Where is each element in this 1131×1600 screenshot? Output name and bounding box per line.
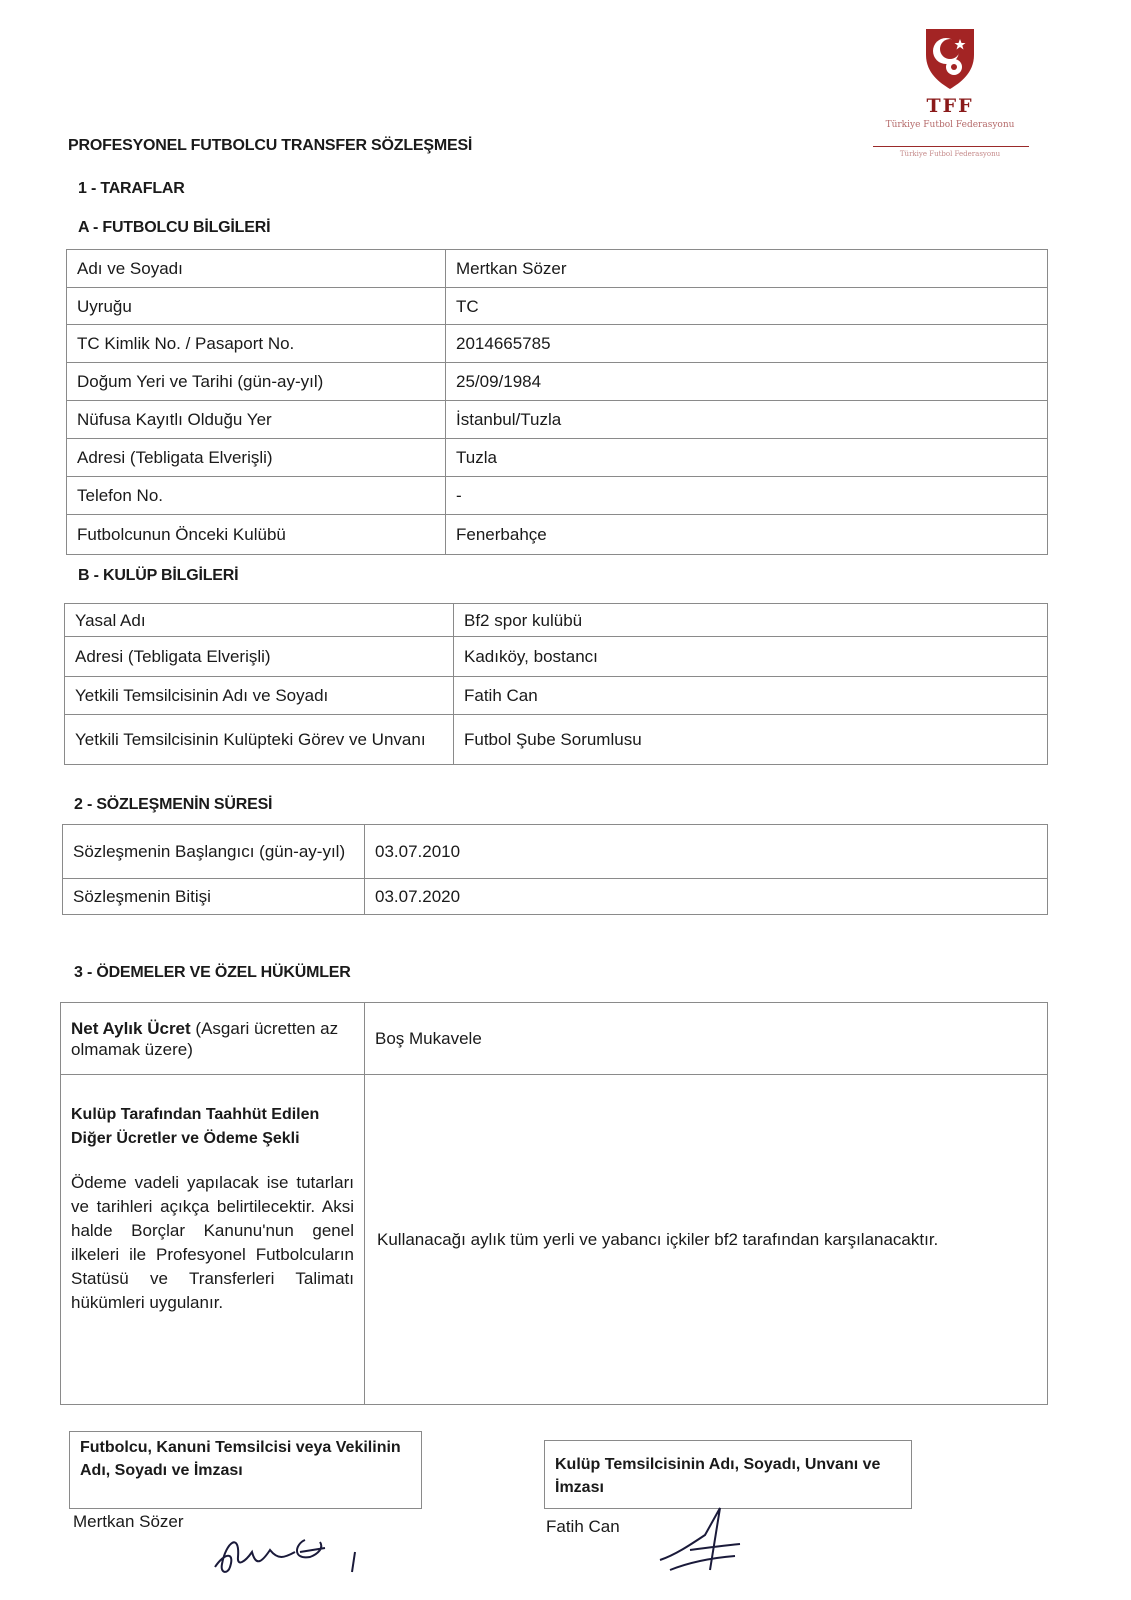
player-info-table	[66, 249, 1048, 555]
table-row	[65, 677, 1048, 715]
document-title: PROFESYONEL FUTBOLCU TRANSFER SÖZLEŞMESİ	[68, 137, 473, 154]
tff-logo-subtitle: Türkiye Futbol Federasyonu	[885, 120, 1015, 130]
table-row	[67, 288, 1048, 325]
row-value: 25/09/1984	[446, 363, 1048, 401]
section-1-heading: 1 - TARAFLAR	[78, 180, 185, 197]
table-row	[61, 1003, 1048, 1075]
club-signatory-name: Fatih Can	[546, 1517, 620, 1536]
salary-label-bold: Net Aylık Ücret	[71, 1018, 191, 1038]
row-value: 2014665785	[446, 325, 1048, 363]
player-signature-box: Futbolcu, Kanuni Temsilcisi veya Vekilinin Adı, Soyadı ve İmzası	[69, 1431, 422, 1509]
row-label: Futbolcunun Önceki Kulübü	[67, 515, 446, 555]
salary-label	[61, 1003, 365, 1075]
table-row	[65, 604, 1048, 637]
row-label: Sözleşmenin Bitişi	[63, 879, 365, 915]
row-label: Doğum Yeri ve Tarihi (gün-ay-yıl)	[67, 363, 446, 401]
table-row	[65, 637, 1048, 677]
payments-table	[60, 1002, 1048, 1405]
section-1a-heading: A - FUTBOLCU BİLGİLERİ	[78, 219, 271, 236]
section-1b-heading: B - KULÜP BİLGİLERİ	[78, 567, 239, 584]
table-row	[65, 715, 1048, 765]
table-row	[67, 250, 1048, 288]
tff-logo-subtitle-2: Türkiye Futbol Federasyonu	[899, 150, 1001, 158]
row-value: Fenerbahçe	[446, 515, 1048, 555]
club-signature-box: Kulüp Temsilcisinin Adı, Soyadı, Unvanı ve İmzası	[544, 1440, 912, 1509]
row-value: Tuzla	[446, 439, 1048, 477]
salary-label-rest: (Asgari ücretten az olmamak üzere)	[71, 1018, 339, 1059]
other-payments-label	[61, 1075, 365, 1405]
row-value: Fatih Can	[454, 677, 1048, 715]
row-value: TC	[446, 288, 1048, 325]
club-signature-icon	[650, 1500, 760, 1580]
other-payments-value: Kullanacağı aylık tüm yerli ve yabancı içkiler bf2 tarafından karşılanacaktır.	[365, 1075, 1048, 1405]
tff-logo	[855, 25, 1045, 165]
player-signatory-name: Mertkan Sözer	[73, 1512, 184, 1531]
row-value: 03.07.2010	[365, 825, 1048, 879]
table-row	[63, 825, 1048, 879]
table-row	[67, 515, 1048, 555]
tff-logo-text: TFF	[926, 95, 974, 117]
table-row	[67, 401, 1048, 439]
table-row	[67, 477, 1048, 515]
row-label: Yasal Adı	[65, 604, 454, 637]
row-label: Uyruğu	[67, 288, 446, 325]
row-label: Adı ve Soyadı	[67, 250, 446, 288]
duration-table	[62, 824, 1048, 915]
table-row	[63, 879, 1048, 915]
tff-badge-icon	[920, 25, 980, 91]
salary-value: Boş Mukavele	[365, 1003, 1048, 1075]
row-value: -	[446, 477, 1048, 515]
section-2-heading: 2 - SÖZLEŞMENİN SÜRESİ	[74, 796, 273, 813]
row-label: TC Kimlik No. / Pasaport No.	[67, 325, 446, 363]
row-label: Adresi (Tebligata Elverişli)	[67, 439, 446, 477]
row-value: 03.07.2020	[365, 879, 1048, 915]
row-value: Bf2 spor kulübü	[454, 604, 1048, 637]
table-row	[61, 1075, 1048, 1405]
table-row	[67, 363, 1048, 401]
row-value: İstanbul/Tuzla	[446, 401, 1048, 439]
other-payments-note: Ödeme vadeli yapılacak ise tutarları ve tarihleri açıkça belirtilecektir. Aksi halde Borçlar Kanunu'nun genel ilkeleri ile Profesyonel Futbolcuların Statüsü ve Transferleri Talimatı hükümleri uygulanır.	[71, 1173, 354, 1312]
section-3-heading: 3 - ÖDEMELER VE ÖZEL HÜKÜMLER	[74, 964, 351, 981]
row-value: Mertkan Sözer	[446, 250, 1048, 288]
row-label: Yetkili Temsilcisinin Kulüpteki Görev ve Unvanı	[65, 715, 454, 765]
club-info-table	[64, 603, 1048, 765]
row-label: Adresi (Tebligata Elverişli)	[65, 637, 454, 677]
row-value: Kadıköy, bostancı	[454, 637, 1048, 677]
logo-divider	[873, 146, 1029, 147]
table-row	[67, 439, 1048, 477]
row-label: Nüfusa Kayıtlı Olduğu Yer	[67, 401, 446, 439]
table-row	[67, 325, 1048, 363]
other-payments-title: Kulüp Tarafından Taahhüt Edilen Diğer Ücretler ve Ödeme Şekli	[71, 1106, 320, 1147]
row-label: Yetkili Temsilcisinin Adı ve Soyadı	[65, 677, 454, 715]
player-signature-icon	[200, 1512, 380, 1582]
row-value: Futbol Şube Sorumlusu	[454, 715, 1048, 765]
row-label: Telefon No.	[67, 477, 446, 515]
row-label: Sözleşmenin Başlangıcı (gün-ay-yıl)	[63, 825, 365, 879]
